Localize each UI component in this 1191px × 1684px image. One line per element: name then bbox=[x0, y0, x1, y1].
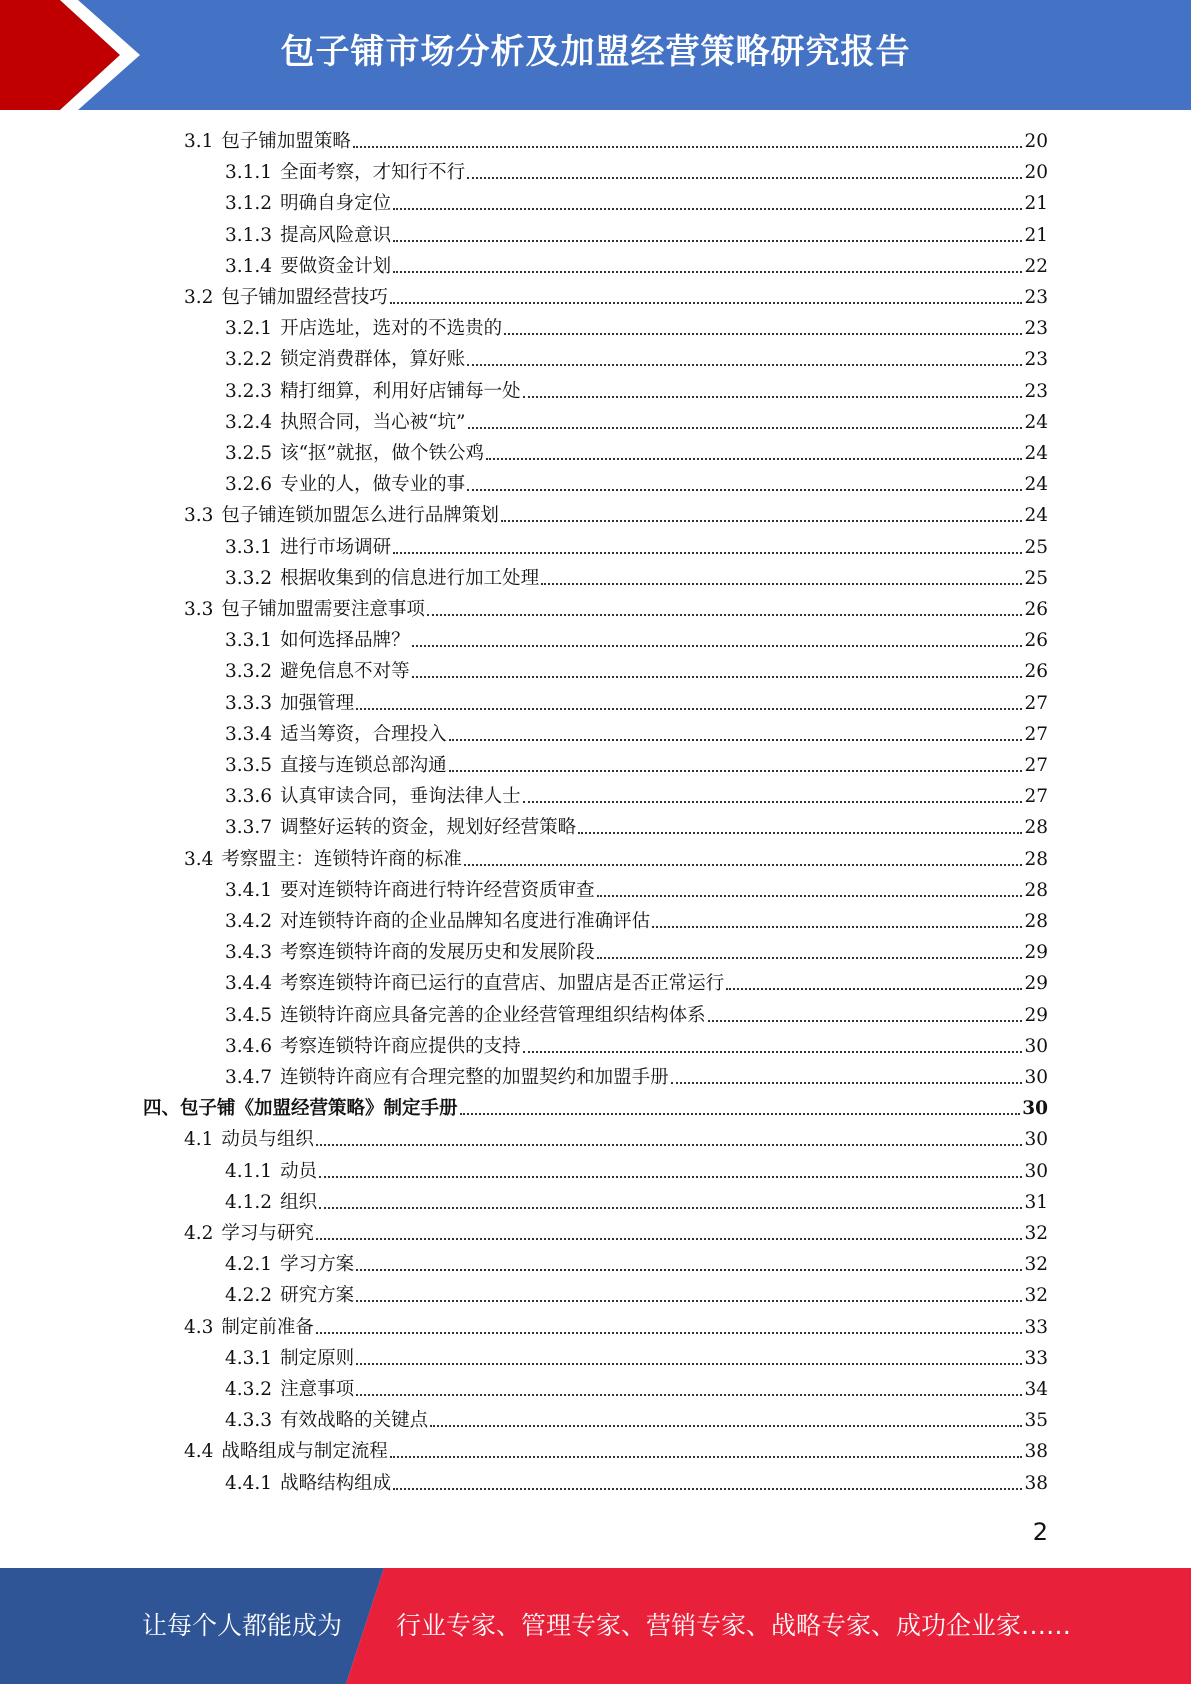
toc-entry[interactable] bbox=[225, 222, 1048, 250]
toc-entry-title: 四、包子铺《加盟经营策略》制定手册 bbox=[143, 1098, 458, 1120]
toc-entry[interactable] bbox=[225, 315, 1048, 343]
toc-entry[interactable] bbox=[184, 1314, 1048, 1342]
toc-entry-page: 24 bbox=[1024, 474, 1048, 496]
toc-entry-page: 27 bbox=[1024, 723, 1048, 745]
toc-entry-page: 29 bbox=[1024, 1004, 1048, 1026]
toc-entry-number: 3.1.1 bbox=[225, 162, 273, 184]
toc-entry-number: 4.3 bbox=[184, 1316, 214, 1338]
toc-dot-leader bbox=[504, 332, 1022, 335]
toc-entry-title: 专业的人，做专业的事 bbox=[280, 474, 466, 496]
toc-entry[interactable] bbox=[225, 409, 1048, 437]
toc-entry-title: 避免信息不对等 bbox=[280, 661, 410, 683]
toc-entry-title: 组织 bbox=[280, 1191, 318, 1213]
toc-entry-number: 3.3.1 bbox=[225, 536, 273, 558]
toc-entry-page: 30 bbox=[1022, 1098, 1048, 1120]
toc-entry-title: 战略组成与制定流程 bbox=[221, 1441, 388, 1463]
toc-entry-page: 21 bbox=[1024, 224, 1048, 246]
toc-entry[interactable] bbox=[184, 1126, 1048, 1154]
toc-entry-page: 27 bbox=[1024, 692, 1048, 714]
toc-entry-page: 22 bbox=[1024, 255, 1048, 277]
toc-entry-page: 32 bbox=[1024, 1223, 1048, 1244]
toc-entry-title: 动员与组织 bbox=[221, 1129, 314, 1151]
toc-entry-number: 3.2 bbox=[184, 287, 214, 308]
toc-entry[interactable] bbox=[225, 1282, 1048, 1310]
toc-entry-number: 4.2.1 bbox=[225, 1254, 273, 1276]
toc-entry[interactable] bbox=[184, 1438, 1048, 1466]
toc-entry-number: 3.3.1 bbox=[225, 630, 273, 652]
toc-entry-title: 战略结构组成 bbox=[280, 1472, 392, 1494]
toc-entry-page: 23 bbox=[1024, 380, 1048, 402]
toc-entry-title: 动员 bbox=[280, 1160, 318, 1182]
toc-entry-number: 4.4 bbox=[184, 1441, 214, 1463]
toc-entry[interactable] bbox=[225, 939, 1048, 967]
toc-dot-leader bbox=[393, 1487, 1022, 1490]
toc-entry-title: 考察盟主：连锁特许商的标准 bbox=[221, 848, 462, 870]
page-number: 2 bbox=[1032, 1518, 1048, 1546]
toc-entry[interactable] bbox=[225, 1189, 1048, 1217]
toc-entry-title: 考察连锁特许商应提供的支持 bbox=[280, 1035, 521, 1057]
toc-entry-page: 32 bbox=[1024, 1254, 1048, 1276]
toc-entry-title: 锁定消费群体，算好账 bbox=[280, 349, 466, 371]
toc-entry-title: 制定前准备 bbox=[221, 1316, 314, 1338]
toc-entry-number: 4.4.1 bbox=[225, 1472, 273, 1494]
toc-entry-number: 4.1.1 bbox=[225, 1160, 273, 1182]
toc-entry-page: 33 bbox=[1024, 1347, 1048, 1369]
toc-entry[interactable] bbox=[184, 128, 1048, 156]
toc-dot-leader bbox=[412, 644, 1023, 647]
toc-dot-leader bbox=[390, 1455, 1023, 1458]
toc-entry-number: 3.3.6 bbox=[225, 786, 273, 808]
toc-entry-page: 29 bbox=[1024, 973, 1048, 995]
toc-dot-leader bbox=[652, 925, 1022, 928]
toc-entry[interactable] bbox=[225, 1345, 1048, 1373]
toc-entry-number: 3.4 bbox=[184, 848, 214, 870]
toc-entry-page: 27 bbox=[1024, 755, 1048, 776]
toc-entry[interactable] bbox=[225, 1064, 1048, 1092]
toc-entry[interactable] bbox=[184, 502, 1048, 530]
toc-entry-title: 认真审读合同，垂询法律人士 bbox=[280, 786, 521, 808]
toc-entry-page: 38 bbox=[1024, 1472, 1048, 1494]
toc-entry-page: 23 bbox=[1024, 287, 1048, 308]
toc-entry-number: 3.4.4 bbox=[225, 973, 273, 995]
toc-dot-leader bbox=[671, 1081, 1023, 1084]
toc-entry[interactable] bbox=[184, 846, 1048, 874]
toc-entry-title: 适当筹资，合理投入 bbox=[280, 723, 447, 745]
toc-entry-page: 28 bbox=[1024, 911, 1048, 932]
toc-entry-number: 3.2.2 bbox=[225, 349, 273, 371]
toc-entry-page: 30 bbox=[1024, 1129, 1048, 1151]
toc-dot-leader bbox=[449, 769, 1023, 772]
toc-entry-number: 3.3.4 bbox=[225, 723, 273, 745]
toc-entry-number: 3.1.4 bbox=[225, 255, 273, 277]
toc-entry-page: 31 bbox=[1024, 1191, 1048, 1213]
toc-entry-page: 29 bbox=[1024, 942, 1048, 964]
toc-dot-leader bbox=[523, 800, 1023, 803]
toc-entry-page: 20 bbox=[1024, 131, 1048, 152]
toc-dot-leader bbox=[353, 145, 1023, 148]
toc-entry-title: 直接与连锁总部沟通 bbox=[280, 755, 447, 776]
header-bar bbox=[0, 0, 1191, 110]
document-title: 包子铺市场分析及加盟经营策略研究报告 bbox=[280, 32, 911, 72]
toc-dot-leader bbox=[467, 488, 1022, 491]
toc-dot-leader bbox=[468, 426, 1023, 429]
toc-entry-page: 26 bbox=[1024, 661, 1048, 683]
toc-entry-number: 3.2.1 bbox=[225, 318, 273, 340]
toc-entry-number: 3.3.2 bbox=[225, 567, 273, 589]
toc-entry-title: 全面考察，才知行不行 bbox=[280, 162, 466, 184]
toc-dot-leader bbox=[356, 707, 1022, 710]
toc-entry-page: 24 bbox=[1024, 505, 1048, 527]
toc-dot-leader bbox=[578, 831, 1022, 834]
toc-entry[interactable] bbox=[225, 627, 1048, 655]
toc-dot-leader bbox=[467, 363, 1022, 366]
toc-dot-leader bbox=[316, 1237, 1023, 1240]
toc-dot-leader bbox=[597, 894, 1023, 897]
toc-entry-title: 如何选择品牌？ bbox=[280, 630, 410, 652]
toc-entry-title: 连锁特许商应具备完善的企业经营管理组织结构体系 bbox=[280, 1004, 706, 1026]
toc-entry-number: 4.2 bbox=[184, 1223, 214, 1244]
toc-entry-number: 3.3.7 bbox=[225, 817, 273, 839]
toc-dot-leader bbox=[356, 1393, 1022, 1396]
toc-entry-page: 30 bbox=[1024, 1035, 1048, 1057]
toc-entry-title: 开店选址，选对的不选贵的 bbox=[280, 318, 503, 340]
toc-entry[interactable] bbox=[225, 752, 1048, 780]
toc-entry[interactable] bbox=[225, 565, 1048, 593]
toc-entry[interactable] bbox=[225, 1251, 1048, 1279]
toc-dot-leader bbox=[319, 1175, 1022, 1178]
toc-dot-leader bbox=[427, 613, 1023, 616]
toc-dot-leader bbox=[460, 1112, 1021, 1115]
toc-entry-number: 3.4.5 bbox=[225, 1004, 273, 1026]
toc-entry[interactable] bbox=[225, 877, 1048, 905]
toc-entry-number: 3.4.2 bbox=[225, 911, 273, 932]
toc-entry-title: 学习方案 bbox=[280, 1254, 355, 1276]
toc-entry-title: 考察连锁特许商的发展历史和发展阶段 bbox=[280, 942, 595, 964]
toc-dot-leader bbox=[356, 1362, 1022, 1365]
toc-entry-number: 4.3.3 bbox=[225, 1410, 273, 1432]
toc-entry-page: 33 bbox=[1024, 1316, 1048, 1338]
toc-entry[interactable] bbox=[225, 1002, 1048, 1030]
toc-entry-page: 25 bbox=[1024, 567, 1048, 589]
toc-entry-number: 3.3.5 bbox=[225, 755, 273, 776]
toc-entry-title: 连锁特许商应有合理完整的加盟契约和加盟手册 bbox=[280, 1067, 669, 1088]
toc-entry[interactable] bbox=[225, 471, 1048, 499]
toc-entry-number: 3.3 bbox=[184, 599, 214, 620]
toc-dot-leader bbox=[393, 270, 1022, 273]
toc-entry-page: 26 bbox=[1024, 599, 1048, 620]
toc-entry-number: 3.1 bbox=[184, 131, 214, 152]
toc-entry-title: 有效战略的关键点 bbox=[280, 1410, 429, 1432]
toc-entry[interactable] bbox=[225, 1033, 1048, 1061]
toc-entry-title: 要对连锁特许商进行特许经营资质审查 bbox=[280, 879, 595, 901]
toc-dot-leader bbox=[412, 675, 1023, 678]
toc-dot-leader bbox=[501, 519, 1023, 522]
toc-entry-title: 要做资金计划 bbox=[280, 255, 392, 277]
toc-dot-leader bbox=[464, 863, 1023, 866]
toc-entry-page: 20 bbox=[1024, 162, 1048, 184]
toc-entry-title: 包子铺加盟经营技巧 bbox=[221, 287, 388, 308]
toc-entry-title: 该“抠”就抠，做个铁公鸡 bbox=[280, 443, 484, 464]
toc-entry-title: 制定原则 bbox=[280, 1347, 355, 1369]
toc-entry-title: 研究方案 bbox=[280, 1285, 355, 1307]
toc-entry-number: 3.1.3 bbox=[225, 224, 273, 246]
toc-entry-number: 3.3.2 bbox=[225, 661, 273, 683]
toc-entry-number: 3.3.3 bbox=[225, 692, 273, 714]
toc-entry[interactable] bbox=[225, 190, 1048, 218]
toc-entry-title: 明确自身定位 bbox=[280, 193, 392, 215]
toc-entry[interactable] bbox=[225, 814, 1048, 842]
toc-entry[interactable] bbox=[225, 378, 1048, 406]
toc-entry-page: 28 bbox=[1024, 848, 1048, 870]
toc-entry[interactable] bbox=[225, 253, 1048, 281]
toc-entry-page: 24 bbox=[1024, 411, 1048, 433]
toc-entry-number: 4.1.2 bbox=[225, 1191, 273, 1213]
toc-entry[interactable] bbox=[225, 1376, 1048, 1404]
toc-dot-leader bbox=[597, 956, 1023, 959]
toc-entry-title: 进行市场调研 bbox=[280, 536, 392, 558]
toc-entry-page: 27 bbox=[1024, 786, 1048, 808]
toc-entry[interactable] bbox=[143, 1095, 1048, 1123]
toc-entry-number: 3.4.1 bbox=[225, 879, 273, 901]
toc-dot-leader bbox=[393, 207, 1022, 210]
toc-entry-page: 35 bbox=[1024, 1410, 1048, 1432]
toc-entry[interactable] bbox=[184, 596, 1048, 624]
toc-dot-leader bbox=[449, 738, 1023, 741]
toc-entry-number: 4.3.2 bbox=[225, 1379, 273, 1400]
toc-entry-number: 3.4.3 bbox=[225, 942, 273, 964]
toc-dot-leader bbox=[430, 1424, 1022, 1427]
toc-dot-leader bbox=[726, 987, 1022, 990]
toc-entry-number: 3.2.3 bbox=[225, 380, 273, 402]
toc-entry[interactable] bbox=[225, 908, 1048, 936]
toc-entry-page: 21 bbox=[1024, 193, 1048, 215]
toc-entry-title: 精打细算，利用好店铺每一处 bbox=[280, 380, 521, 402]
toc-entry[interactable] bbox=[184, 1220, 1048, 1248]
toc-entry[interactable] bbox=[225, 1470, 1048, 1498]
footer-expert-list: 行业专家、管理专家、营销专家、战略专家、成功企业家…… bbox=[396, 1611, 1072, 1640]
toc-entry[interactable] bbox=[225, 159, 1048, 187]
toc-dot-leader bbox=[523, 395, 1023, 398]
toc-entry-number: 3.2.6 bbox=[225, 474, 273, 496]
toc-entry-number: 3.1.2 bbox=[225, 193, 273, 215]
toc-entry[interactable] bbox=[225, 534, 1048, 562]
toc-dot-leader bbox=[356, 1268, 1022, 1271]
toc-entry-page: 23 bbox=[1024, 318, 1048, 340]
toc-entry-number: 3.3 bbox=[184, 505, 214, 527]
toc-entry-title: 包子铺连锁加盟怎么进行品牌策划 bbox=[221, 505, 499, 527]
toc-dot-leader bbox=[541, 582, 1022, 585]
toc-entry[interactable] bbox=[225, 658, 1048, 686]
toc-entry[interactable] bbox=[225, 690, 1048, 718]
toc-entry-page: 30 bbox=[1024, 1160, 1048, 1182]
toc-entry[interactable] bbox=[225, 783, 1048, 811]
toc-entry-title: 学习与研究 bbox=[221, 1223, 314, 1244]
toc-dot-leader bbox=[319, 1206, 1022, 1209]
toc-entry-title: 执照合同，当心被“坑” bbox=[280, 411, 466, 433]
toc-entry[interactable] bbox=[225, 346, 1048, 374]
toc-entry-number: 3.4.6 bbox=[225, 1035, 273, 1057]
toc-entry[interactable] bbox=[225, 440, 1048, 468]
toc-dot-leader bbox=[390, 301, 1023, 304]
toc-entry[interactable] bbox=[225, 1407, 1048, 1435]
toc-entry-number: 4.3.1 bbox=[225, 1347, 273, 1369]
toc-entry-page: 28 bbox=[1024, 879, 1048, 901]
footer-slogan: 让每个人都能成为 bbox=[142, 1611, 343, 1640]
toc-entry[interactable] bbox=[225, 1158, 1048, 1186]
toc-dot-leader bbox=[467, 176, 1022, 179]
toc-entry[interactable] bbox=[184, 284, 1048, 312]
toc-dot-leader bbox=[393, 239, 1022, 242]
toc-entry-number: 4.2.2 bbox=[225, 1285, 273, 1307]
toc-entry-page: 32 bbox=[1024, 1285, 1048, 1307]
toc-entry-page: 26 bbox=[1024, 630, 1048, 652]
toc-entry-page: 38 bbox=[1024, 1441, 1048, 1463]
toc-entry-title: 提高风险意识 bbox=[280, 224, 392, 246]
toc-dot-leader bbox=[486, 457, 1022, 460]
toc-entry-page: 34 bbox=[1024, 1379, 1048, 1400]
toc-entry-title: 包子铺加盟需要注意事项 bbox=[221, 599, 425, 620]
toc-entry-page: 23 bbox=[1024, 349, 1048, 371]
toc-dot-leader bbox=[316, 1331, 1023, 1334]
toc-entry-page: 25 bbox=[1024, 536, 1048, 558]
toc-entry-title: 注意事项 bbox=[280, 1379, 355, 1400]
toc-entry-title: 考察连锁特许商已运行的直营店、加盟店是否正常运行 bbox=[280, 973, 725, 995]
toc-entry-page: 24 bbox=[1024, 443, 1048, 464]
toc-entry-title: 对连锁特许商的企业品牌知名度进行准确评估 bbox=[280, 911, 651, 932]
toc-dot-leader bbox=[523, 1050, 1023, 1053]
toc-entry-title: 包子铺加盟策略 bbox=[221, 131, 351, 152]
toc-dot-leader bbox=[393, 551, 1022, 554]
toc-dot-leader bbox=[356, 1299, 1022, 1302]
toc-entry-number: 3.2.4 bbox=[225, 411, 273, 433]
toc-entry[interactable] bbox=[225, 970, 1048, 998]
toc-entry-number: 4.1 bbox=[184, 1129, 214, 1151]
toc-dot-leader bbox=[316, 1143, 1023, 1146]
toc-entry-page: 28 bbox=[1024, 817, 1048, 839]
toc-entry-title: 根据收集到的信息进行加工处理 bbox=[280, 567, 540, 589]
toc-entry-number: 3.2.5 bbox=[225, 443, 273, 464]
toc-dot-leader bbox=[708, 1019, 1023, 1022]
toc-entry[interactable] bbox=[225, 721, 1048, 749]
toc-entry-title: 加强管理 bbox=[280, 692, 355, 714]
toc-entry-number: 3.4.7 bbox=[225, 1067, 273, 1088]
footer-banner bbox=[0, 1568, 1191, 1684]
toc-entry-page: 30 bbox=[1024, 1067, 1048, 1088]
toc-entry-title: 调整好运转的资金，规划好经营策略 bbox=[280, 817, 577, 839]
